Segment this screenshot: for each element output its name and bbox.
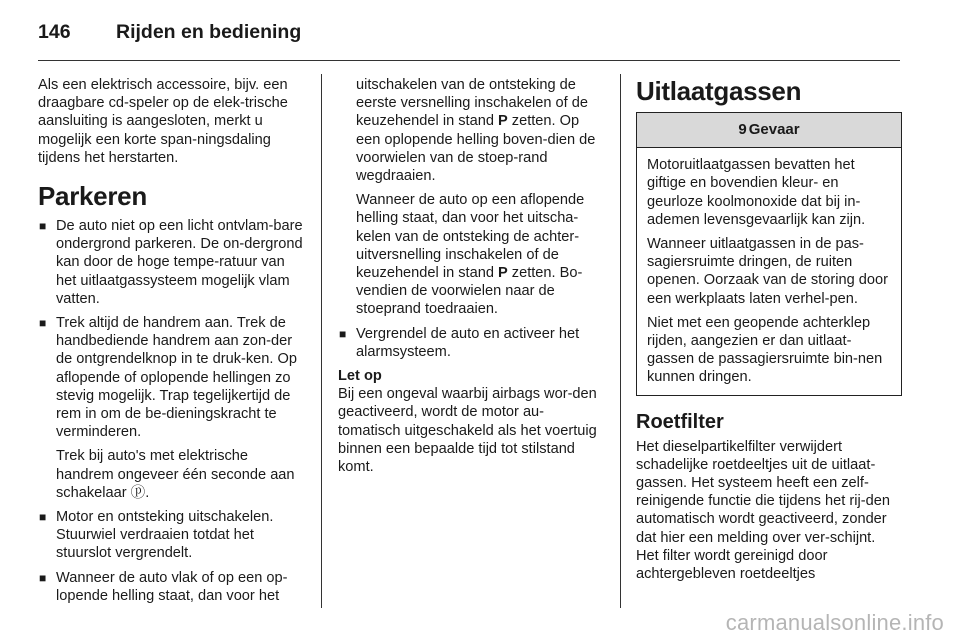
- column-divider-1: [321, 74, 322, 608]
- intro-paragraph: Als een elektrisch accessoire, bijv. een draagbare cd-speler op de elek-trische aansluiting is aangesloten, merkt u mogelijk een korte span-ningsdaling tijdens het herstarten.: [38, 77, 288, 166]
- list-item-text: Trek altijd de handrem aan. Trek de handbediende handrem aan zon-der de ontgrendelknop in te druk-ken. Op aflopende of oplopende hellingen zo stevig mogelijk. Trap tegelijkertijd de rem in om de be-dieningskracht te verminderen.: [56, 315, 297, 441]
- warning-paragraph: Niet met een geopende achterklep rijden, aangezien er dan uitlaat-gassen de passagiersruimte bin-nen kunnen dringen.: [647, 314, 883, 386]
- note-title: Let op: [338, 368, 382, 385]
- warning-header: [637, 113, 901, 148]
- warning-box: [636, 112, 902, 396]
- alarm-list: [338, 325, 606, 361]
- warning-title: Gevaar: [748, 121, 800, 138]
- list-item: [38, 314, 308, 441]
- parkeren-list: [38, 217, 308, 441]
- bullet-icon: ■: [39, 570, 47, 585]
- list-item: [338, 325, 606, 361]
- handbrake-note: Trek bij auto's met elektrische handrem ongeveer één seconde aan schakelaar ⓟ.: [56, 448, 295, 501]
- chapter-title: Rijden en bediening: [116, 20, 302, 43]
- column-1: [38, 76, 308, 611]
- bullet-icon: ■: [39, 316, 47, 331]
- text-run: Wanneer de auto op een aflopende helling staat, dan voor het uitscha-kelen van de ontsteking de achter-uitversnelling inschakelen of de keuzehendel in stand: [356, 192, 585, 282]
- page-number: 146: [38, 20, 71, 43]
- list-item-text: Vergrendel de auto en activeer het alarmsysteem.: [356, 325, 580, 360]
- text-run: zetten. Op een oplopende helling boven-dien de voorwielen van de stoep-rand wegdraaien.: [356, 113, 596, 185]
- section-title-parkeren: Parkeren: [38, 181, 147, 212]
- subsection-title-roetfilter: Roetfilter: [636, 410, 724, 433]
- text-run: uitschakelen van de ontsteking de eerste versnelling inschakelen of de keuzehendel in stand: [356, 77, 589, 130]
- page-header: [38, 14, 301, 50]
- parkeren-list-continued: [38, 508, 308, 605]
- warning-icon: 9: [738, 121, 747, 138]
- warning-paragraph: Motoruitlaatgassen bevatten het giftige en bovendien kleur- en geurloze koolmonoxide dat bij in-ademen levensgevaarlijk kan zijn.: [647, 157, 866, 228]
- column-divider-2: [620, 74, 621, 608]
- gear-p-label: P: [498, 265, 508, 282]
- watermark: carmanualsonline.info: [725, 610, 944, 635]
- gear-p-label: P: [498, 113, 508, 130]
- continued-paragraph-1: [338, 76, 606, 185]
- section-title-uitlaatgassen: Uitlaatgassen: [636, 76, 802, 106]
- list-item-text: Motor en ontsteking uitschakelen. Stuurwiel verdraaien totdat het stuurslot vergrendelt.: [56, 509, 274, 562]
- warning-paragraph: Wanneer uitlaatgassen in de pas-sagiersruimte dringen, de ruiten openen. Oorzaak van de storing door een werkplaats laten verhel-pen.: [647, 236, 888, 307]
- text-run: zetten. Bo-vendien de voorwielen naar de stoeprand toedraaien.: [356, 265, 583, 318]
- note-body: Bij een ongeval waarbij airbags wor-den geactiveerd, wordt de motor au-tomatisch uitgeschakeld als het voertuig binnen een bepaalde tijd tot stilstand komt.: [338, 386, 597, 476]
- warning-body: [637, 148, 901, 394]
- bullet-icon: ■: [339, 326, 347, 341]
- continued-paragraph-2: [338, 191, 606, 318]
- list-item-text: Wanneer de auto vlak of op een op-lopende helling staat, dan voor het: [56, 569, 288, 604]
- column-2: [338, 76, 606, 482]
- list-item-text: De auto niet op een licht ontvlam-bare ondergrond parkeren. De on-dergrond kan door de hoge tempe-ratuur van het uitlaatgassysteem mogelijk vlam vatten.: [56, 218, 303, 307]
- list-item: [38, 569, 308, 605]
- bullet-icon: ■: [39, 510, 47, 525]
- list-item: [38, 508, 308, 563]
- list-item: [38, 217, 308, 308]
- header-rule: [38, 60, 900, 61]
- column-3: [636, 76, 902, 589]
- bullet-icon: ■: [39, 219, 47, 234]
- roetfilter-paragraph: Het dieselpartikelfilter verwijdert schadelijke roetdeeltjes uit de uitlaat-gassen. Het systeem heeft een zelf-reinigende functie die tijdens het rij-den automatisch wordt geactiveerd, zonder dat hier een melding over ver-schijnt. Het filter wordt gereinigd door achtergebleven roetdeeltjes: [636, 438, 890, 583]
